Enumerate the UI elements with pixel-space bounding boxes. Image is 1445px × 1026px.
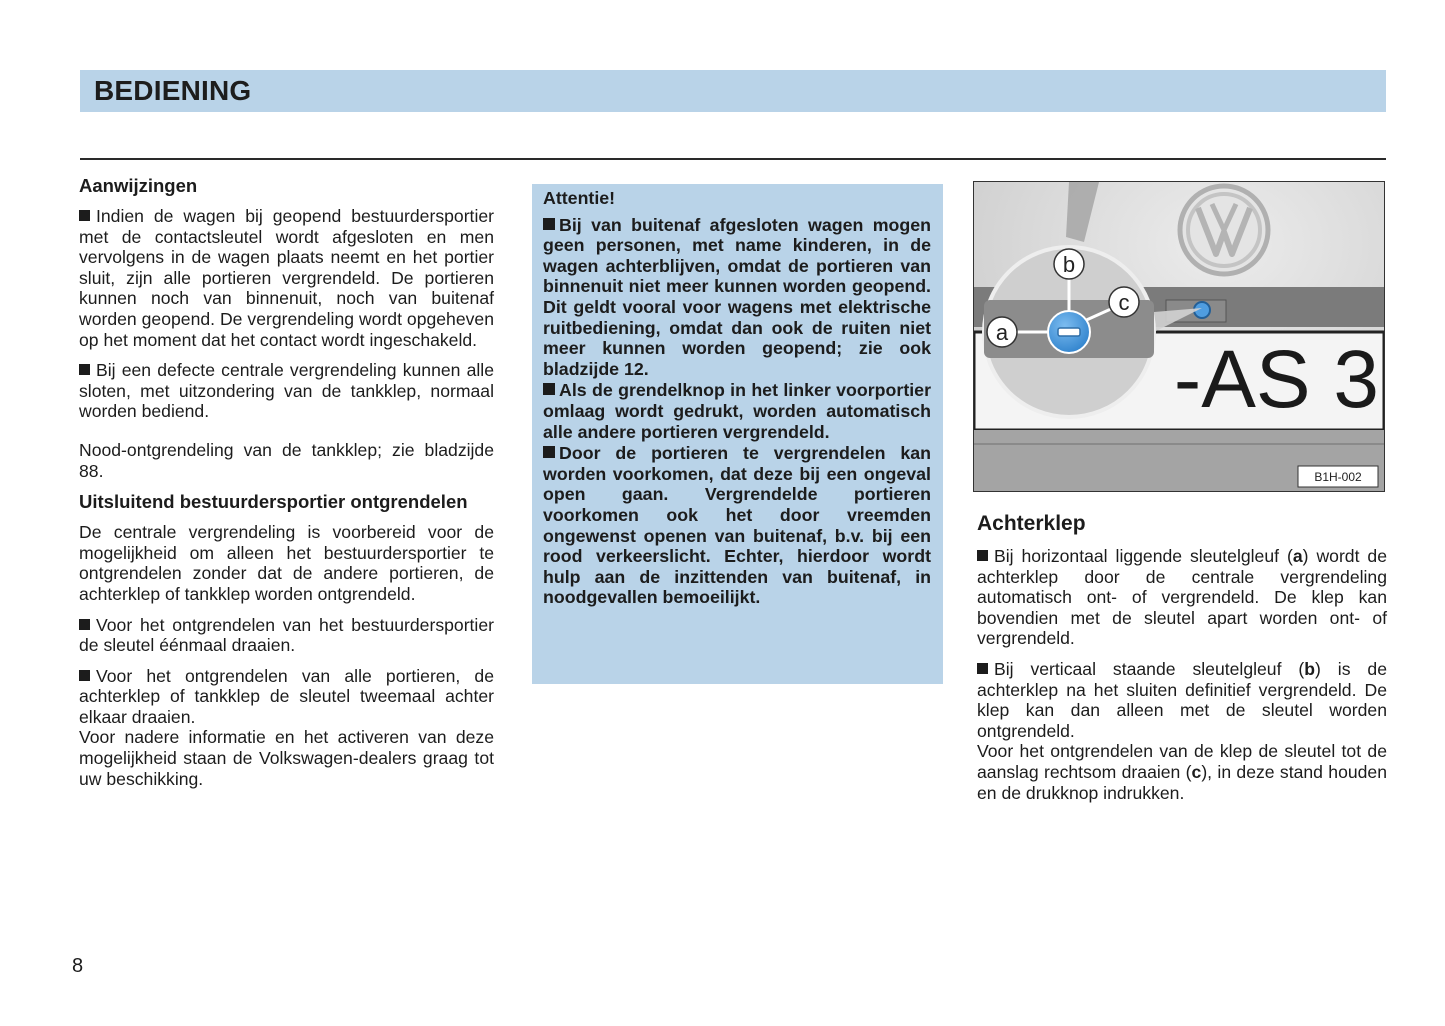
right-column (977, 512, 1387, 813)
driver-door-step-1: Voor het ontgrendelen van het bestuurdersportier de sleutel éénmaal draaien. (79, 614, 494, 656)
warning-title: Attentie! (543, 188, 616, 208)
label-c-badge (1109, 287, 1139, 317)
driver-door-step-2: Voor het ontgrendelen van alle portieren, de achterklep of tankklep de sleutel tweemaal achter elkaar draaien. (79, 665, 494, 727)
left-column (79, 175, 494, 799)
tailgate-paragraph-2: Bij verticaal staande sleutelgleuf (b) is de achterklep na het sluiten definitief vergrendeld. De klep kan dan alleen met de sleutel worden ontgrendeld. (977, 658, 1387, 741)
tailgate-paragraph-1: Bij horizontaal liggende sleutelgleuf (a) wordt de achterklep door de centrale vergrendeling automatisch ont- of vergrendeld. De klep kan bovendien met de sleutel apart worden ont- of vergrendeld. (977, 546, 1387, 649)
label-b-badge (1054, 249, 1084, 279)
notes-paragraph-1: Indien de wagen bij geopend bestuurdersportier met de contactsleutel wordt afgesloten en men vervolgens in de wagen plaats neemt en het portier sluit, zijn alle portieren vergrendeld. De portieren kunnen noch van binnenuit, noch van buitenaf worden geopend. De vergrendeling wordt opgeheven op het moment dat het contact wordt ingeschakeld. (79, 206, 494, 350)
tailgate-paragraph-3: Voor het ontgrendelen van de klep de sleutel tot de aanslag rechtsom draaien (c), in deze stand houden en de drukknop indrukken. (977, 741, 1387, 803)
warning-bullet-2: Als de grendelknop in het linker voorportier omlaag wordt gedrukt, worden automatisch alle andere portieren vergrendeld. (543, 380, 931, 442)
figure-code: B1H-002 (1314, 470, 1362, 484)
plate-text: -AS 3 (1173, 334, 1379, 425)
section-header-bar (80, 70, 1386, 112)
notes-heading: Aanwijzingen (79, 175, 198, 196)
dealer-info: Voor nadere informatie en het activeren van deze mogelijkheid staan de Volkswagen-dealers graag tot uw beschikking. (79, 727, 494, 789)
warning-bullet-1: Bij van buitenaf afgesloten wagen mogen geen personen, met name kinderen, in de wagen achterblijven, omdat de portieren van binnenuit niet meer kunnen worden geopend. Dit geldt vooral voor wagens met elektrische ruitbediening, omdat dan ook de ruiten niet meer kunnen worden geopend; zie ook bladzijde 12. (543, 214, 931, 379)
page-number: 8 (72, 955, 84, 977)
section-title: BEDIENING (94, 75, 252, 106)
svg-text:b: b (1062, 252, 1076, 277)
warning-box (532, 184, 943, 684)
driver-door-heading: Uitsluitend bestuurdersportier ontgrendelen (79, 491, 468, 513)
label-a-badge (987, 317, 1017, 347)
header-rule (80, 158, 1386, 160)
warning-bullet-3: Door de portieren te vergrendelen kan worden voorkomen, dat deze bij een ongeval open gaan. Vergrendelde portieren voorkomen ook het door vreemden ongewenst openen van buitenaf, b.v. bij een rood verkeerslicht. Echter, hierdoor wordt hulp aan de inzittenden van buitenaf, in noodgevallen bemoeilijkt. (543, 443, 931, 608)
driver-door-intro: De centrale vergrendeling is voorbereid voor de mogelijkheid om alleen het bestuurdersportier te ontgrendelen zonder dat de andere portieren, de achterklep of tankklep worden ontgrendeld. (79, 522, 494, 604)
tailgate-heading: Achterklep (977, 512, 1086, 535)
emergency-release-note: Nood-ontgrendeling van de tankklep; zie bladzijde 88. (79, 439, 494, 481)
vw-logo-icon (1180, 186, 1268, 274)
svg-text:a: a (995, 320, 1009, 345)
tailgate-illustration (974, 182, 1384, 491)
svg-text:c: c (1118, 290, 1130, 315)
tailgate-lock-figure (973, 181, 1385, 492)
notes-paragraph-2: Bij een defecte centrale vergrendeling kunnen alle sloten, met uitzondering van de tankklep, normaal worden bediend. (79, 360, 494, 422)
